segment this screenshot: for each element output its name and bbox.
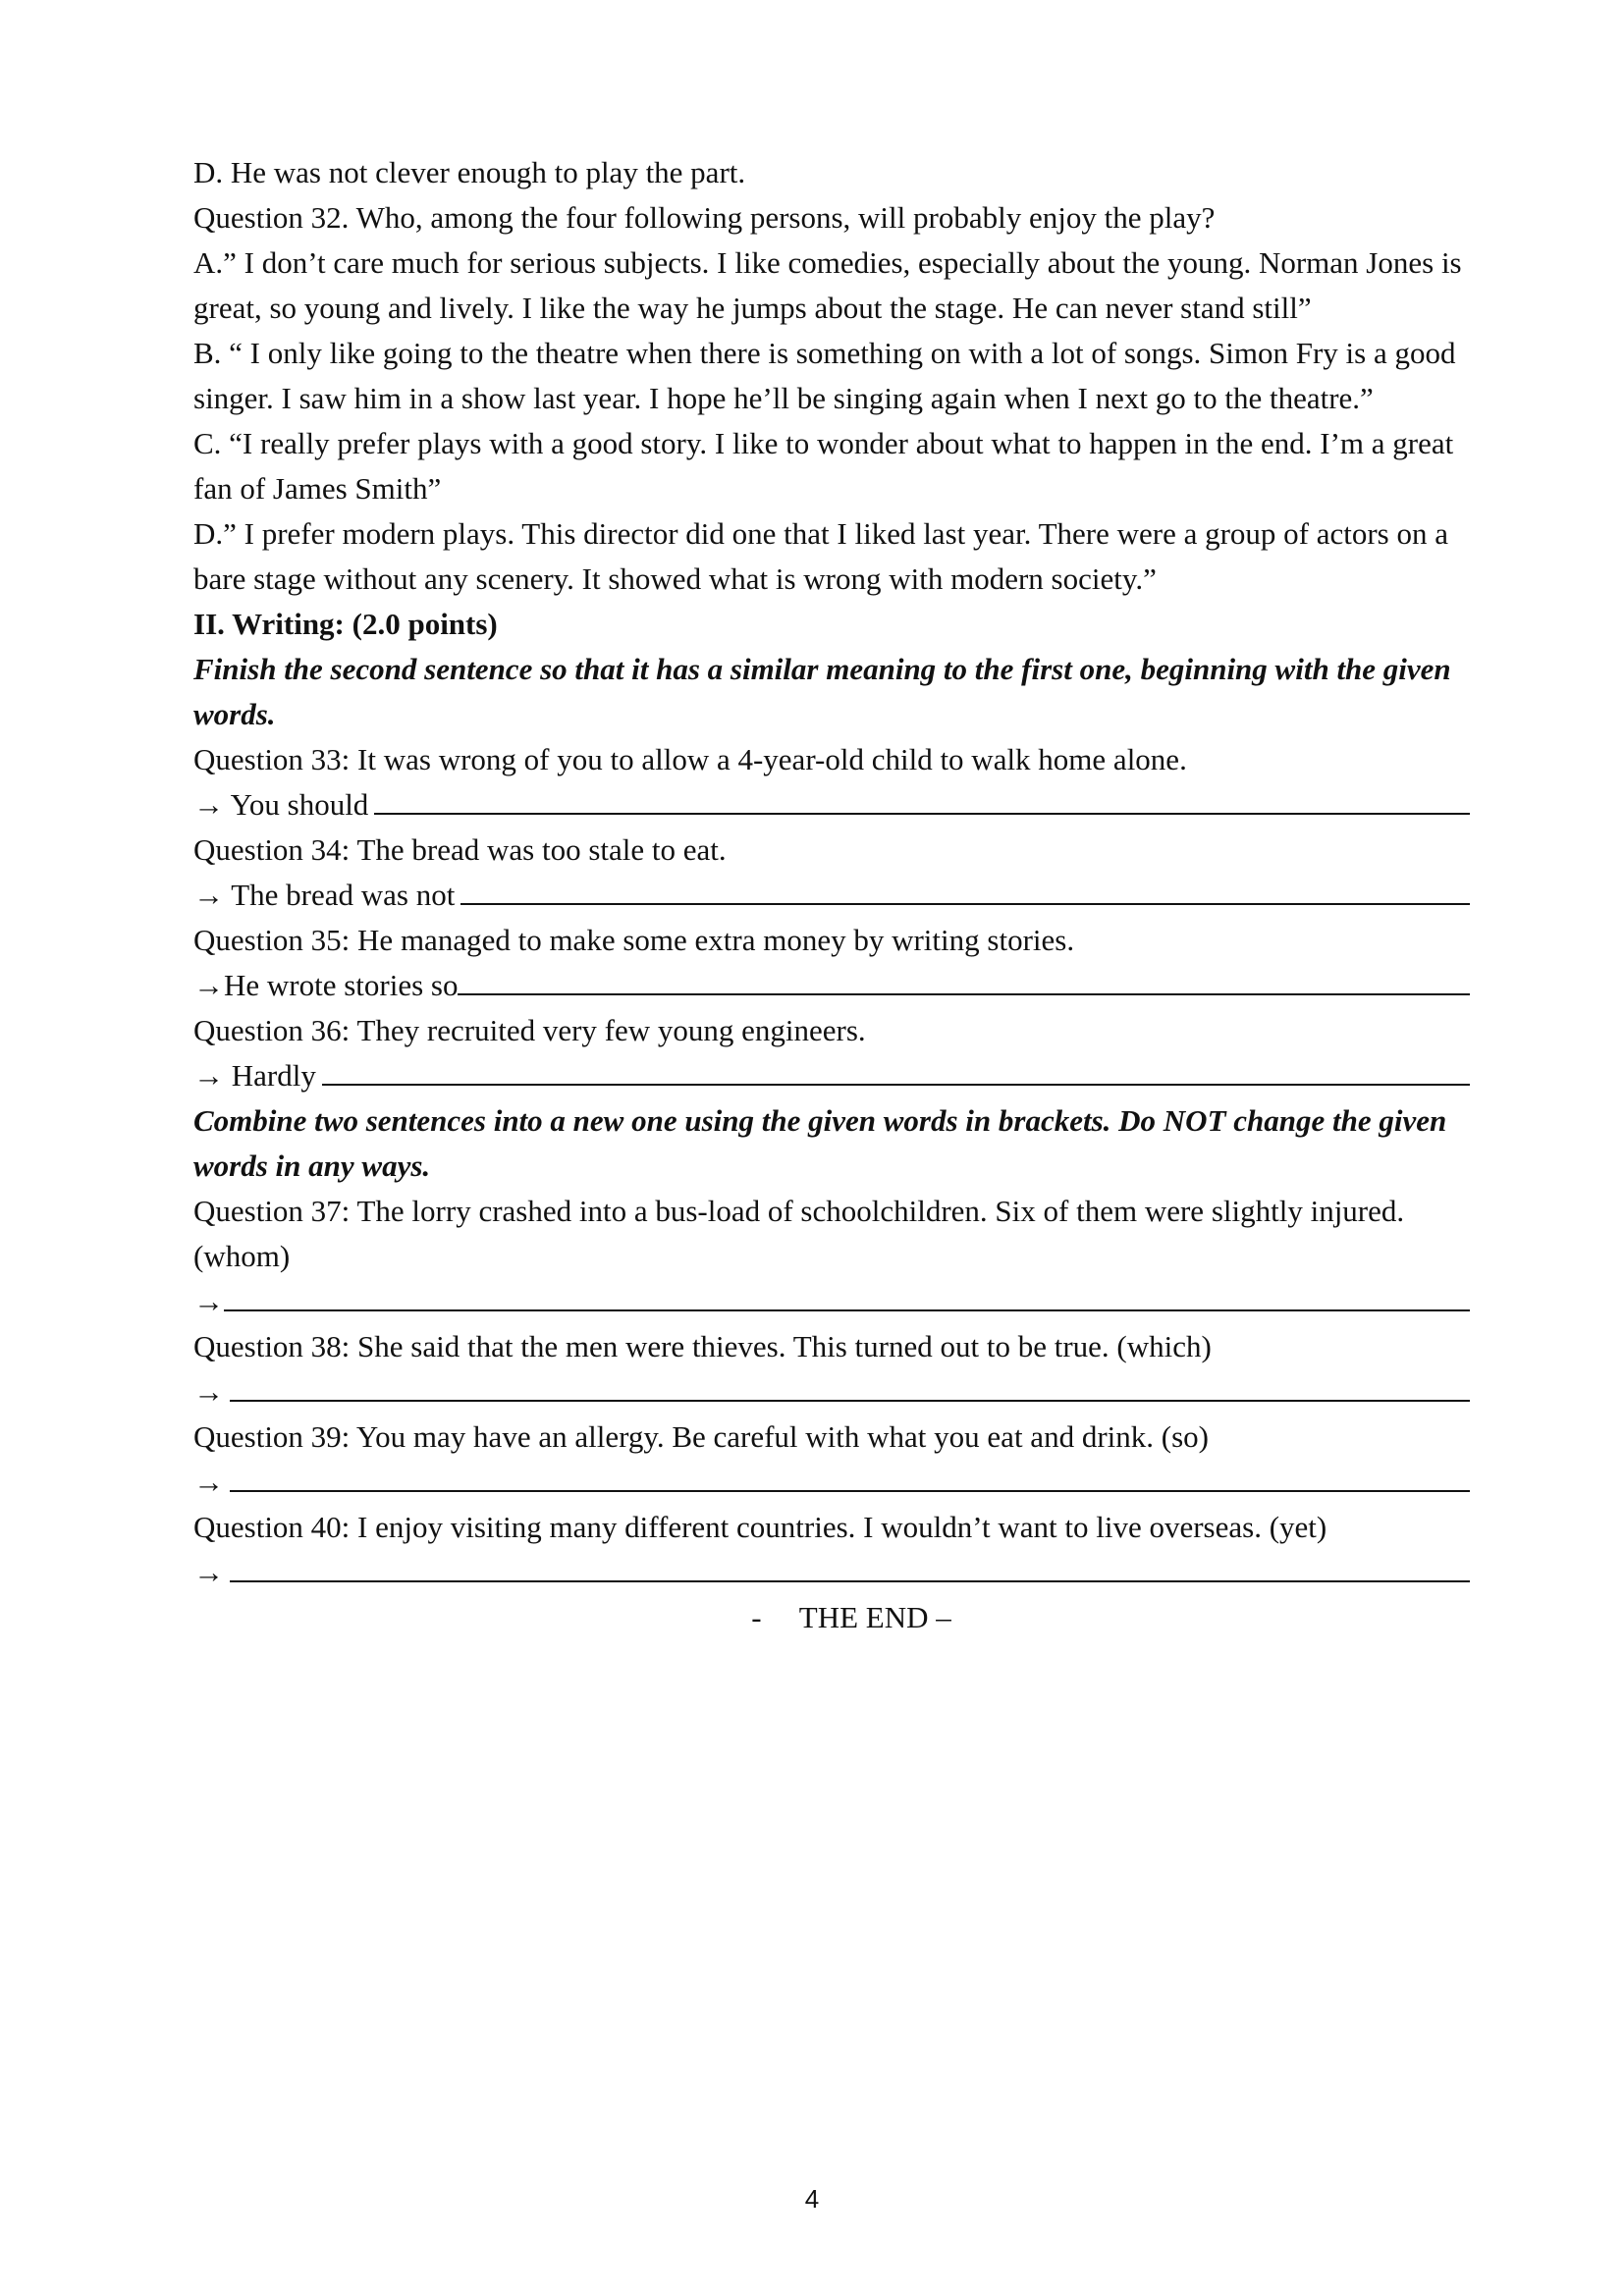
- q40-prompt: →: [193, 1555, 224, 1589]
- q36-prompt: → Hardly: [193, 1058, 316, 1093]
- q32-option-c: C. “I really prefer plays with a good story. I like to wonder about what to happen in the end. I’m a great fan of James Smith”: [193, 426, 1454, 506]
- q33-question: Question 33: It was wrong of you to allow a 4-year-old child to walk home alone.: [193, 742, 1187, 776]
- q40-answer-blank[interactable]: [230, 1551, 1470, 1582]
- writing-heading: II. Writing: (2.0 points): [193, 607, 498, 641]
- writing-instruction-1: Finish the second sentence so that it has a similar meaning to the first one, beginning with the given words.: [193, 652, 1451, 731]
- q38-answer-line: [193, 1369, 1470, 1415]
- q35-question: Question 35: He managed to make some extra money by writing stories.: [193, 923, 1075, 957]
- q36-answer-line: [193, 1053, 1470, 1098]
- q37-answer-line: [193, 1279, 1470, 1324]
- q34-answer-line: [193, 873, 1470, 918]
- q37-question: Question 37: The lorry crashed into a bus-load of schoolchildren. Six of them were slightly injured.(whom): [193, 1194, 1405, 1273]
- page-content: [193, 150, 1470, 1640]
- q31-option-d: D. He was not clever enough to play the part.: [193, 155, 746, 189]
- q34-question: Question 34: The bread was too stale to eat.: [193, 832, 727, 867]
- q35-prompt: →He wrote stories so: [193, 968, 459, 1002]
- q36-question: Question 36: They recruited very few young engineers.: [193, 1013, 866, 1047]
- q40-question: Question 40: I enjoy visiting many different countries. I wouldn’t want to live overseas. (yet): [193, 1510, 1327, 1544]
- q38-prompt: →: [193, 1374, 224, 1409]
- q32-question: Question 32. Who, among the four following persons, will probably enjoy the play?: [193, 200, 1216, 235]
- q39-answer-blank[interactable]: [230, 1461, 1470, 1492]
- writing-instruction-2: Combine two sentences into a new one using the given words in brackets. Do NOT change the given words in any ways.: [193, 1103, 1447, 1183]
- q38-question: Question 38: She said that the men were thieves. This turned out to be true. (which): [193, 1329, 1212, 1363]
- q39-prompt: →: [193, 1465, 224, 1499]
- q37-answer-blank[interactable]: [224, 1280, 1470, 1311]
- q35-answer-line: [193, 963, 1470, 1008]
- q38-answer-blank[interactable]: [230, 1370, 1470, 1402]
- q35-answer-blank[interactable]: [458, 964, 1470, 995]
- q33-prompt: → You should: [193, 787, 369, 822]
- page-number: 4: [804, 2184, 820, 2214]
- q40-answer-line: [193, 1550, 1470, 1595]
- q34-answer-blank[interactable]: [460, 874, 1470, 905]
- q32-option-d: D.” I prefer modern plays. This director did one that I liked last year. There were a group of actors on a bare stage without any scenery. It showed what is wrong with modern society.”: [193, 516, 1449, 596]
- q33-answer-line: [193, 782, 1470, 828]
- q33-answer-blank[interactable]: [374, 783, 1470, 815]
- q34-prompt: → The bread was not: [193, 878, 456, 912]
- q32-option-a: A.” I don’t care much for serious subjects. I like comedies, especially about the young. Norman Jones is great, so young and lively. I like the way he jumps about the stage. He can never stand still”: [193, 245, 1462, 325]
- q37-prompt: →: [193, 1284, 224, 1318]
- q39-question: Question 39: You may have an allergy. Be careful with what you eat and drink. (so): [193, 1419, 1209, 1454]
- q32-option-b: B. “ I only like going to the theatre when there is something on with a lot of songs. Simon Fry is a good singer. I saw him in a show last year. I hope he’ll be singing again when I next go to the theatre.”: [193, 336, 1456, 415]
- q36-answer-blank[interactable]: [322, 1054, 1470, 1086]
- the-end-marker: - THE END –: [751, 1600, 951, 1634]
- q39-answer-line: [193, 1460, 1470, 1505]
